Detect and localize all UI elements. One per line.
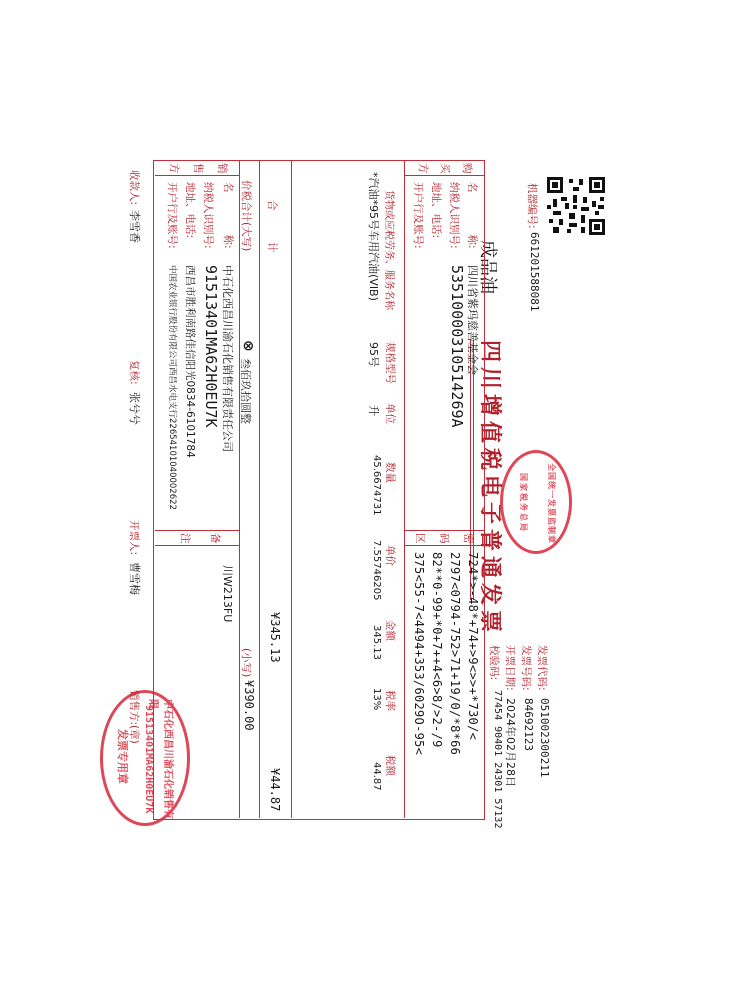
item-unit: 升 [367,405,380,416]
invoice-number: 84692123 [522,698,535,751]
sum-lower: ¥390.00 [242,680,256,731]
invoice-title: 四川增值税电子普通发票 [477,340,502,638]
cipher-line-1: 724*>-48*+74+>9<>>+*730/< [466,552,480,741]
machine-no: 661201588081 [528,232,541,312]
seller-address-label: 地址、电话: [184,182,196,239]
payee-label: 收款人: [128,170,140,206]
invoice-code-label: 发票代码: [536,645,548,691]
seller-name-label: 名 称: [222,182,234,249]
cipher-line-2: 2797<0794-752>71+19/0/*8*66 [448,552,462,756]
seller-bank: 中国农业银行股份有限公司西昌水电支行22654101040002622 [167,265,177,510]
item-amount: 345.13 [371,625,382,660]
check-code: 77454 90401 24301 57132 [492,690,503,829]
sum-lower-label: (小写) [240,648,252,678]
reviewer: 张兮兮 [128,392,141,425]
tax-supervision-seal: 全国统一发票监制章 国家税务总局 [500,450,572,554]
invoice-code: 051002300211 [538,698,551,778]
sum-upper: 叁佰玖拾圆整 [239,358,252,424]
cipher-line-3: 82**0-99+*0+7++4<6>8/>2-/9 [430,552,444,748]
total-label: 合 计 [266,200,278,253]
col-tax-header: 税额 [384,755,396,776]
item-qty: 45.6674731 [371,455,382,516]
seller-taxid-label: 纳税人识别号: [202,182,214,249]
total-tax: ¥44.87 [268,768,282,812]
item-price: 7.55746205 [371,540,382,601]
machine-no-label: 机器编号: [526,183,538,229]
buyer-taxid-label: 纳税人识别号: [448,182,460,249]
total-amount: ¥345.13 [268,612,282,663]
sum-circle-icon: ⊗ [240,340,256,352]
col-amount-header: 金额 [384,620,396,641]
col-name-header: 货物或应税劳务、服务名称 [383,190,394,310]
item-name: *汽油*95号车用汽油(VIB) [367,172,380,301]
seller-address: 西昌市胜利南路佳信阳光0834-6101784 [184,265,196,458]
col-rate-header: 税率 [384,690,396,711]
item-spec: 95号 [367,342,380,367]
item-rate: 13% [371,688,382,711]
seller-invoice-seal: 中石化西昌川渝石化销售有限 91513401MA62H0EU7K 发票专用章 [100,690,190,826]
drawer-label: 开票人: [128,520,140,556]
seller-side-label: 销售方 [168,163,228,174]
col-qty-header: 数量 [384,462,396,483]
seller-seal-label: 销售方:(章) [128,690,140,744]
remark-text: 川W213FU [221,565,234,623]
item-tax: 44.87 [371,762,382,791]
seller-taxid: 91513401MA62H0EU7K [202,265,220,428]
cipher-line-4: 375<55-7<4494+353/6029O-95< [412,552,426,756]
buyer-name: 四川省紫玛慈善基金会 [466,265,479,375]
buyer-side-label: 购买方 [417,163,473,174]
buyer-bank-label: 开户行及账号: [412,182,424,249]
product-type: 成品油 [477,240,498,294]
col-price-header: 单价 [384,545,396,566]
buyer-name-label: 名 称: [466,182,478,249]
reviewer-label: 复核: [128,360,140,385]
seller-bank-label: 开户行及账号: [166,182,178,249]
buyer-taxid: 53510000310514269A [448,265,466,428]
check-code-label: 校验码: [488,645,500,681]
buyer-address-label: 地址、电话: [430,182,442,239]
seller-name: 中石化西昌川渝石化销售有限责任公司 [221,265,234,452]
sum-label: 价税合计(大写) [240,180,252,252]
col-unit-header: 单位 [384,403,396,424]
invoice-date: 2024年02月28日 [504,698,517,787]
invoice-date-label: 开票日期: [504,645,516,691]
remark-label: 备注 [179,533,221,544]
qr-code [545,175,607,237]
payee: 李雪香 [128,210,141,243]
drawer: 曹雪梅 [128,562,141,595]
invoice-number-label: 发票号码: [520,645,532,691]
cipher-label: 密码区 [414,533,474,544]
col-spec-header: 规格型号 [384,342,396,384]
